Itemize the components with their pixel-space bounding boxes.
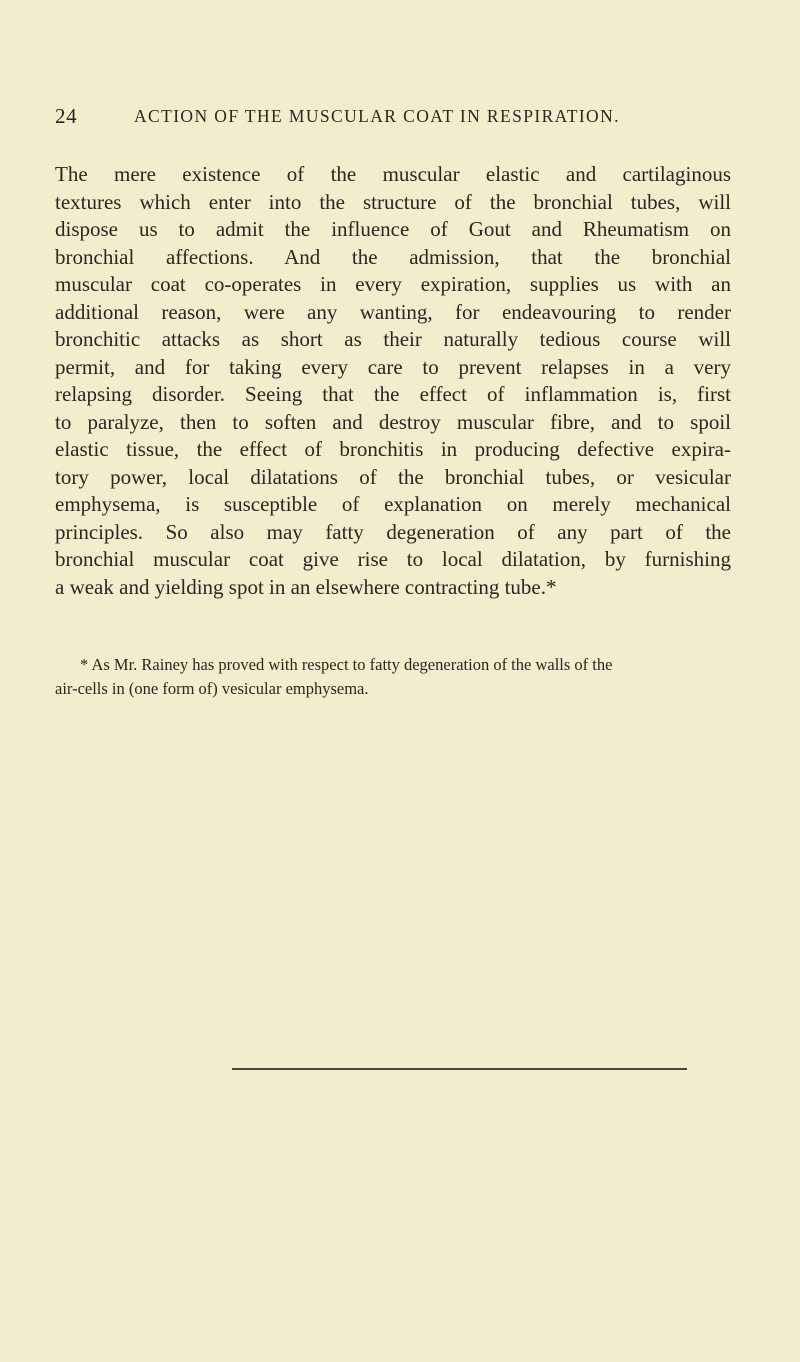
body-line: relapsing disorder. Seeing that the effect of inflammation is, first [55, 382, 731, 406]
body-line: dispose us to admit the influence of Gout and Rheumatism on [55, 217, 731, 241]
body-line: bronchial affections. And the admission, that the bronchial [55, 244, 731, 269]
horizontal-rule [232, 1068, 687, 1070]
body-line: bronchial muscular coat give rise to local dilatation, by furnishing [55, 547, 731, 571]
body-line: a weak and yielding spot in an elsewhere contracting tube.* [55, 574, 557, 599]
body-line: The mere existence of the muscular elastic and cartilaginous [55, 162, 731, 186]
body-line: bronchitic attacks as short as their naturally tedious course will [55, 327, 731, 351]
body-line: permit, and for taking every care to prevent relapses in a very [55, 354, 731, 379]
running-head-title: ACTION OF THE MUSCULAR COAT IN RESPIRATION. [134, 106, 620, 126]
body-line: additional reason, were any wanting, for endeavouring to render [55, 299, 731, 324]
body-line: principles. So also may fatty degeneration of any part of the [55, 519, 731, 544]
footnote-line: * As Mr. Rainey has proved with respect to fatty degeneration of the walls of the [80, 655, 613, 674]
footnote-line: air-cells in (one form of) vesicular emphysema. [55, 679, 369, 698]
body-line: emphysema, is susceptible of explanation on merely mechanical [55, 492, 731, 516]
body-line: to paralyze, then to soften and destroy muscular fibre, and to spoil [55, 409, 731, 434]
body-line: elastic tissue, the effect of bronchitis in producing defective expira- [55, 437, 731, 461]
body-line: textures which enter into the structure of the bronchial tubes, will [55, 189, 731, 214]
page-number: 24 [55, 104, 78, 128]
body-line: muscular coat co-operates in every expiration, supplies us with an [55, 272, 731, 296]
footnote [55, 653, 731, 701]
body-line: tory power, local dilatations of the bronchial tubes, or vesicular [55, 464, 731, 489]
running-head [55, 104, 715, 130]
body-paragraph [55, 161, 731, 601]
